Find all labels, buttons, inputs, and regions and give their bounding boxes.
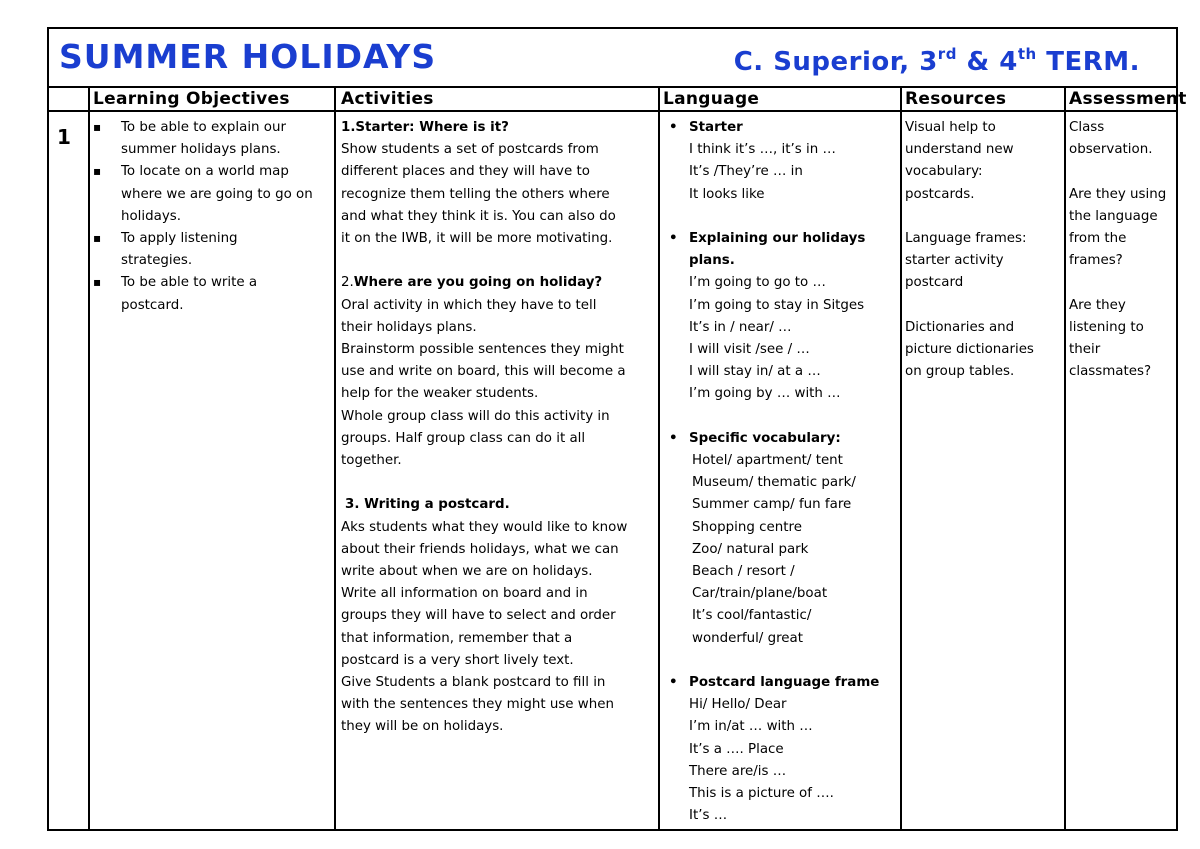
- column-header-assessment: Assessment: [1069, 89, 1187, 109]
- divider: [88, 86, 90, 829]
- column-header-objectives: Learning Objectives: [93, 89, 290, 109]
- objective-item: ▪ To be able to explain our summer holidays plans.: [93, 117, 313, 161]
- divider: [49, 110, 1176, 112]
- language-vocab-heading: • Specific vocabulary:: [689, 428, 879, 450]
- language-frame-heading: • Postcard language frame: [689, 672, 879, 694]
- language-starter-lines: I think it’s …, it’s in … It’s /They’re … in It looks like: [689, 142, 836, 202]
- language-vocab-lines: Hotel/ apartment/ tent Museum/ thematic park/ Summer camp/ fun fare Shopping centre Zoo/ natural park Beach / resort / Car/train/plane/boat It’s cool/fantastic/ wonderful/ great: [692, 453, 856, 646]
- bullet-icon: •: [669, 675, 678, 691]
- bullet-icon: ▪: [93, 275, 102, 290]
- divider: [1064, 86, 1066, 829]
- divider: [49, 86, 1176, 88]
- resources-cell: Visual help to understand new vocabulary: postcards. Language frames: starter activity postcard Dictionaries and picture dictionaries on group tables.: [905, 120, 1034, 380]
- activity-3-body: Aks students what they would like to know about their friends holidays, what we can write about when we are on holidays. Write all information on board and in groups they will have to select and order that information, remember that a postcard is a very short lively text. Give Students a blank postcard to fill in with the sentences they might use when they will be on holidays.: [341, 519, 628, 735]
- language-plans-heading: • Explaining our holidays plans.: [689, 228, 879, 272]
- activity-1-title: 1.Starter: Where is it?: [341, 120, 509, 135]
- objectives-list: [93, 117, 313, 317]
- lesson-plan-table: [47, 27, 1187, 831]
- divider: [900, 86, 902, 829]
- bullet-icon: ▪: [93, 164, 102, 179]
- activity-1-body: Show students a set of postcards from different places and they will have to recognize them telling the others where and what they think it is. You can also do it on the IWB, it will be more motivating.: [341, 142, 616, 247]
- language-cell: [669, 117, 880, 828]
- language-starter-heading: • Starter: [689, 117, 879, 139]
- language-plans-lines: I’m going to go to … I’m going to stay in Sitges It’s in / near/ … I will visit /see / … I will stay in/ at a … I’m going by … with …: [689, 275, 865, 402]
- objective-item: ▪ To be able to write a postcard.: [93, 272, 313, 316]
- page-title: SUMMER HOLIDAYS: [59, 37, 437, 76]
- bullet-icon: •: [669, 120, 678, 135]
- bullet-icon: ▪: [93, 231, 102, 246]
- column-header-resources: Resources: [905, 89, 1007, 109]
- language-frame-lines: Hi/ Hello/ Dear I’m in/at … with … It’s a …. Place There are/is … This is a picture of …. It’s …: [689, 697, 834, 824]
- divider: [658, 86, 660, 829]
- column-header-language: Language: [663, 89, 760, 109]
- objective-item: ▪ To apply listening strategies.: [93, 228, 313, 272]
- bullet-icon: ▪: [93, 120, 102, 134]
- bullet-icon: •: [669, 430, 678, 446]
- row-number: 1: [57, 125, 71, 149]
- bullet-icon: •: [669, 231, 678, 247]
- column-header-activities: Activities: [341, 89, 434, 109]
- assessment-cell: Class observation. Are they using the language from the frames? Are they listening to their classmates?: [1069, 120, 1167, 380]
- activity-2-body: Oral activity in which they have to tell their holidays plans. Brainstorm possible sentences they might use and write on board, this will become a help for the weaker students. Whole group class will do this activity in groups. Half group class can do it all together.: [341, 297, 626, 469]
- course-term-label: C. Superior, 3rd & 4th TERM.: [733, 45, 1140, 77]
- activities-cell: [341, 117, 627, 739]
- activity-2-title: 2.Where are you going on holiday?: [341, 275, 603, 291]
- objective-item: ▪ To locate on a world map where we are going to go on holidays.: [93, 161, 313, 228]
- activity-3-title: 3. Writing a postcard.: [345, 497, 510, 513]
- divider: [334, 86, 336, 829]
